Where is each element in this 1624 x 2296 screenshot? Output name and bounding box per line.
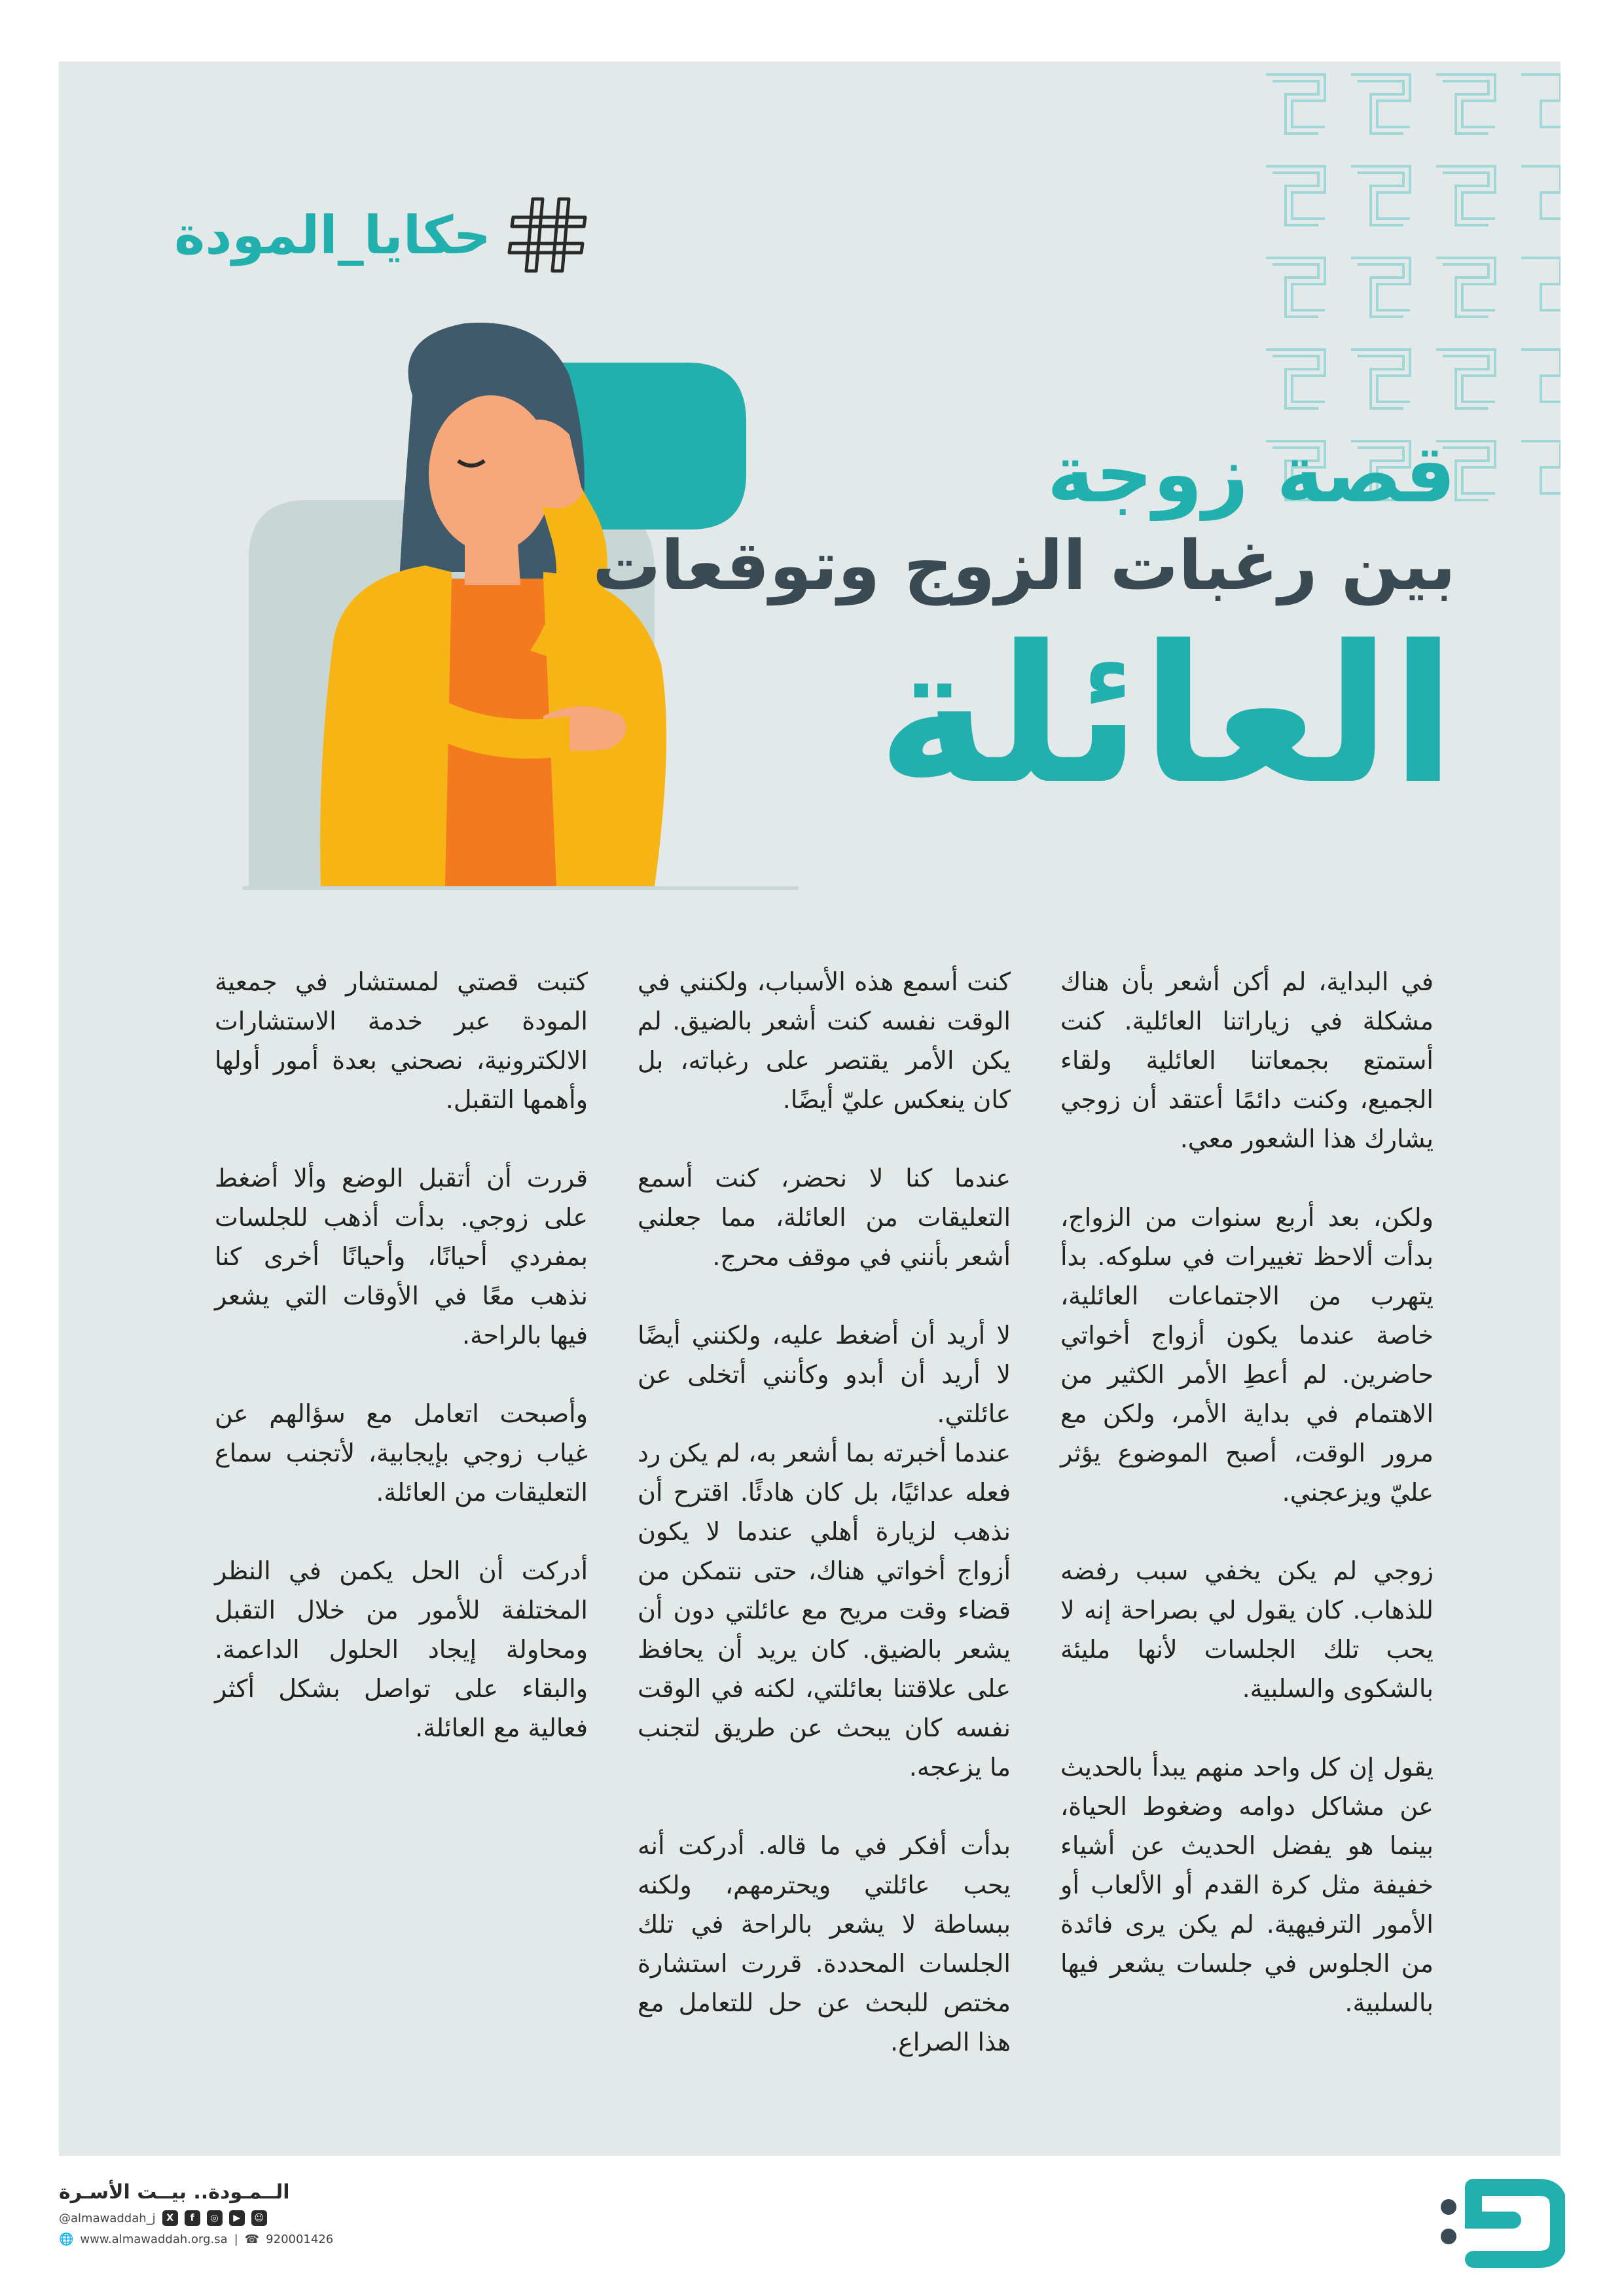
paragraph: ولكن، بعد أربع سنوات من الزواج، بدأت ألاحظ تغييرات في سلوكه. بدأ يتهرب من الاجتماعات العائلية، خاصة عندما يكون أزواج أخواتي حاضرين. لم أعطِ الأمر الكثير من الاهتمام في بداية الأمر، ولكن مع مرور الوقت، أصبح الموضوع يؤثر عليّ ويزعجني. (1060, 1203, 1434, 1507)
paragraph: عندما كنا لا نحضر، كنت أسمع التعليقات من العائلة، مما جعلني أشعر بأنني في موقف محرج. (638, 1164, 1011, 1271)
hash-symbol-icon (507, 192, 592, 278)
x-icon[interactable]: X (162, 2210, 178, 2226)
title-line-1: قصة زوجة (1047, 427, 1456, 520)
story-column-2 (638, 962, 1011, 2101)
story-column-1 (1060, 962, 1434, 2101)
footer-social-row (59, 2210, 340, 2226)
paragraph: وأصبحت اتعامل مع سؤالهم عن غياب زوجي بإيجابية، لأتجنب سماع التعليقات من العائلة. (215, 1399, 588, 1507)
globe-icon: 🌐 (59, 2233, 74, 2246)
paragraph: بدأت أفكر في ما قاله. أدركت أنه يحب عائلتي ويحترمهم، ولكنه ببساطة لا يشعر بالراحة في تلك الجلسات المحددة. قررت استشارة مختص للبحث عن حل للتعامل مع هذا الصراع. (638, 1831, 1011, 2056)
instagram-icon[interactable]: ◎ (207, 2210, 223, 2226)
paragraph: كنت أسمع هذه الأسباب، ولكنني في الوقت نفسه كنت أشعر بالضيق. لم يكن الأمر يقتصر على رغباته، بل كان ينعكس عليّ أيضًا. (638, 967, 1011, 1114)
social-handle[interactable]: @almawaddah_j (59, 2211, 156, 2225)
hashtag-text: حكايا_المودة (174, 204, 491, 266)
paragraph: قررت أن أتقبل الوضع وألا أضغط على زوجي. بدأت أذهب للجلسات بمفردي أحيانًا، وأحيانًا أخرى كنا نذهب معًا في الأوقات التي يشعر فيها بالراحة. (215, 1164, 588, 1350)
paragraph: يقول إن كل واحد منهم يبدأ بالحديث عن مشاكل دوامه وضغوط الحياة، بينما هو يفضل الحديث عن أشياء خفيفة مثل كرة القدم أو الألعاب أو الأمور الترفيهية. لم يكن يرى فائدة من الجلوس في جلسات يشعر فيها بالسلبية. (1060, 1753, 1434, 2017)
separator: | (234, 2233, 238, 2246)
title-line-2: بين رغبات الزوج وتوقعات (592, 526, 1456, 605)
phone-number[interactable]: 920001426 (266, 2233, 334, 2246)
website-link[interactable]: www.almawaddah.org.sa (80, 2233, 228, 2246)
paragraph: زوجي لم يكن يخفي سبب رفضه للذهاب. كان يقول لي بصراحة إنه لا يحب تلك الجلسات لأنها مليئة بالشكوى والسلبية. (1060, 1556, 1434, 1703)
paragraph: أدركت أن الحل يكمن في النظر المختلفة للأمور من خلال التقبل ومحاولة إيجاد الحلول الداعمة. والبقاء على تواصل بشكل أكثر فعالية مع العائلة. (215, 1556, 588, 1742)
paragraph: كتبت قصتي لمستشار في جمعية المودة عبر خدمة الاستشارات الالكترونية، نصحني بعدة أمور أولها وأهمها التقبل. (215, 967, 588, 1114)
hashtag-badge (174, 192, 592, 278)
paragraph: عندما أخبرته بما أشعر به، لم يكن رد فعله عدائيًا، بل كان هادئًا. اقترح أن نذهب لزيارة أهلي عندما لا يكون أزواج أخواتي هناك، حتى نتمكن من قضاء وقت مريح مع عائلتي دون أن يشعر بالضيق. كان يريد أن يحافظ على علاقتنا بعائلتي، لكنه في الوقت نفسه كان يبحث عن طريق لتجنب ما يزعجه. (638, 1439, 1011, 1782)
story-title (592, 427, 1456, 826)
story-columns (215, 962, 1434, 2101)
content-panel (59, 62, 1561, 2156)
title-line-3: العائلة (876, 605, 1456, 826)
snapchat-icon[interactable]: ☺ (251, 2210, 267, 2226)
story-column-3 (215, 962, 588, 2101)
youtube-icon[interactable]: ▶ (229, 2210, 245, 2226)
footer-web-row (59, 2233, 340, 2246)
footer-slogan: الــمـودة.. بيــت الأسـرة (59, 2181, 290, 2204)
phone-icon: ☎ (244, 2233, 260, 2246)
facebook-icon[interactable]: f (185, 2210, 200, 2226)
paragraph: في البداية، لم أكن أشعر بأن هناك مشكلة في زياراتنا العائلية. كنت أستمتع بجمعاتنا العائلية ولقاء الجميع، وكنت دائمًا أعتقد أن زوجي يشارك هذا الشعور معي. (1060, 967, 1434, 1153)
footer-contact (59, 2181, 340, 2246)
almawaddah-logo (1434, 2174, 1565, 2272)
paragraph: لا أريد أن أضغط عليه، ولكنني أيضًا لا أريد أن أبدو وكأنني أتخلى عن عائلتي. (638, 1321, 1011, 1428)
